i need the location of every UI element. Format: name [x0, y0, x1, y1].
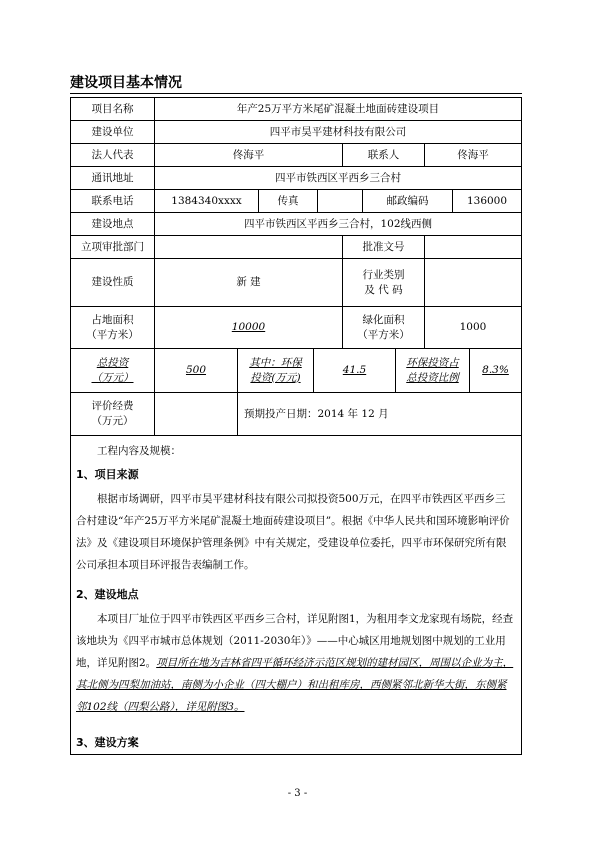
- value-site: 四平市铁西区平西乡三合村，102线西侧: [243, 217, 433, 230]
- label-green: 绿化面积 （平方米）: [357, 313, 410, 341]
- page-number: - 3 -: [287, 788, 308, 799]
- content-intro: 工程内容及规模：: [97, 445, 181, 457]
- paragraph-location: 本项目厂址位于四平市铁西区平西乡三合村，详见附图1，为租用李文龙家现有场院，经查该地块为《四平市城市总体规划（2011-2030年）》——中心城区用地规划图中规划的工业用地，详见附图2。项目所在地为吉林省四平循环经济示范区规划的建材园区，周围以企业为主，其北侧为四梨加油站，南侧为小企业（四大棚户）和出租库房，西侧紧邻北新华大街，东侧紧邻102线（四梨公路），详见附图3。: [76, 613, 514, 713]
- label-invest: 总投资 （万元）: [91, 356, 134, 384]
- label-project-name: 项目名称: [91, 102, 134, 115]
- label-industry: 行业类别 及 代 码: [362, 268, 405, 296]
- label-eval-fee: 评价经费 （万元）: [91, 400, 134, 427]
- value-expected-date: 预期投产日期：2014 年 12 月: [244, 407, 389, 420]
- value-nature: 新 建: [236, 276, 261, 288]
- value-env-invest: 41.5: [342, 364, 367, 376]
- label-nature: 建设性质: [91, 276, 134, 288]
- value-invest: 500: [185, 364, 207, 376]
- label-area: 占地面积 （平方米）: [86, 313, 139, 341]
- label-site: 建设地点: [91, 217, 134, 230]
- value-postcode: 136000: [466, 194, 508, 207]
- page-title: 建设项目基本情况: [70, 75, 182, 91]
- label-fax: 传真: [277, 194, 299, 207]
- value-env-ratio: 8.3%: [482, 364, 509, 376]
- label-builder: 建设单位: [91, 125, 134, 138]
- value-area: 10000: [231, 321, 266, 333]
- label-address: 通讯地址: [91, 171, 134, 184]
- value-project-name: 年产25万平方米尾矿混凝土地面砖建设项目: [236, 102, 440, 115]
- label-env-ratio: 环保投资占 总投资比例: [406, 356, 459, 384]
- value-phone: 1384340xxxx: [171, 194, 242, 207]
- value-address: 四平市铁西区平西乡三合村: [275, 171, 401, 184]
- value-fax: [318, 190, 362, 212]
- label-approval-dept: 立项审批部门: [81, 240, 144, 253]
- value-legal-rep: 佟海平: [232, 148, 265, 161]
- location-surroundings: 项目所在地为吉林省四平循环经济示范区规划的建材园区，周围以企业为主，其北侧为四梨加油站，南侧为小企业（四大棚户）和出租库房，西侧紧邻北新华大街，东侧紧邻102线（四梨公路），详见附图3。: [76, 657, 514, 713]
- label-contact: 联系人: [367, 148, 400, 161]
- label-env-invest: 其中：环保 投资(万元): [249, 356, 302, 384]
- value-builder: 四平市昊平建材科技有限公司: [269, 125, 407, 138]
- heading-plan: 3、建设方案: [76, 736, 139, 749]
- label-approval-no: 批准文号: [362, 240, 405, 253]
- label-legal-rep: 法人代表: [91, 148, 134, 161]
- label-postcode: 邮政编码: [386, 194, 429, 207]
- heading-source: 1、项目来源: [76, 468, 139, 481]
- heading-location: 2、建设地点: [76, 588, 139, 601]
- title-rule: [70, 93, 522, 94]
- value-contact: 佟海平: [457, 148, 489, 161]
- paragraph-source: 根据市场调研，四平市昊平建材科技有限公司拟投资500万元，在四平市铁西区平西乡三合村建设“年产25万平方米尾矿混凝土地面砖建设项目”。根据《中华人民共和国环境影响评价法》及《建设项目环境保护管理条例》中有关规定，受建设单位委托，四平市环保研究所有限公司承担本项目环评报告表编制工作。: [76, 493, 510, 571]
- label-phone: 联系电话: [91, 194, 134, 207]
- value-green: 1000: [459, 321, 487, 333]
